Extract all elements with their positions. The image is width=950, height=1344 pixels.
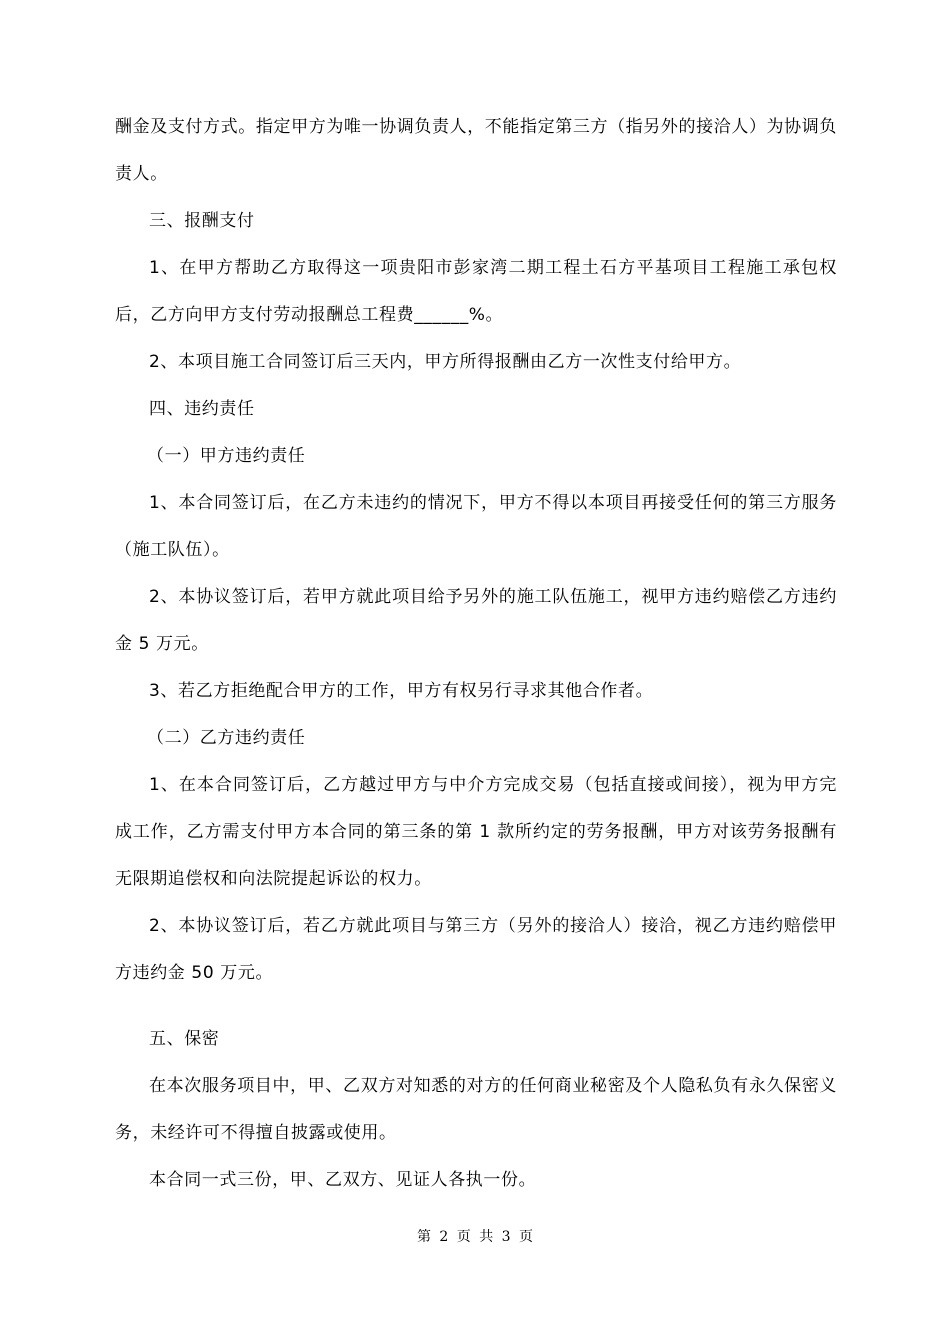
paragraph-party-a-clause-1: 1、本合同签订后，在乙方未违约的情况下，甲方不得以本项目再接受任何的第三方服务（施工队伍）。 [115, 493, 837, 560]
heading-section-four: 四、违约责任 [149, 399, 255, 419]
heading-section-five: 五、保密 [149, 1029, 220, 1049]
paragraph-payment-method: 酬金及支付方式。指定甲方为唯一协调负责人，不能指定第三方（指另外的接洽人）为协调负责人。 [115, 117, 837, 184]
page-number-footer: 第 2 页 共 3 页 [416, 1229, 534, 1245]
heading-party-a-liability: （一）甲方违约责任 [147, 446, 306, 466]
paragraph-payment-clause-1: 1、在甲方帮助乙方取得这一项贵阳市彭家湾二期工程土石方平基项目工程施工承包权后，乙方向甲方支付劳动报酬总工程费______%。 [115, 258, 837, 325]
paragraph-party-b-clause-2: 2、本协议签订后，若乙方就此项目与第三方（另外的接洽人）接洽，视乙方违约赔偿甲方违约金 50 万元。 [115, 916, 837, 983]
paragraph-party-b-clause-1: 1、在本合同签订后，乙方越过甲方与中介方完成交易（包括直接或间接），视为甲方完成工作，乙方需支付甲方本合同的第三条的第 1 款所约定的劳务报酬，甲方对该劳务报酬有无限期追偿权和向法院提起诉讼的权力。 [115, 775, 837, 889]
paragraph-copies: 本合同一式三份，甲、乙双方、见证人各执一份。 [149, 1170, 537, 1190]
heading-party-b-liability: （二）乙方违约责任 [147, 728, 306, 748]
paragraph-payment-clause-2: 2、本项目施工合同签订后三天内，甲方所得报酬由乙方一次性支付给甲方。 [149, 352, 742, 372]
heading-section-three: 三、报酬支付 [149, 211, 255, 231]
paragraph-party-a-clause-3: 3、若乙方拒绝配合甲方的工作，甲方有权另行寻求其他合作者。 [149, 681, 654, 701]
paragraph-confidentiality: 在本次服务项目中，甲、乙双方对知悉的对方的任何商业秘密及个人隐私负有永久保密义务，未经许可不得擅自披露或使用。 [115, 1076, 837, 1143]
paragraph-party-a-clause-2: 2、本协议签订后，若甲方就此项目给予另外的施工队伍施工，视甲方违约赔偿乙方违约金 5 万元。 [115, 587, 837, 654]
